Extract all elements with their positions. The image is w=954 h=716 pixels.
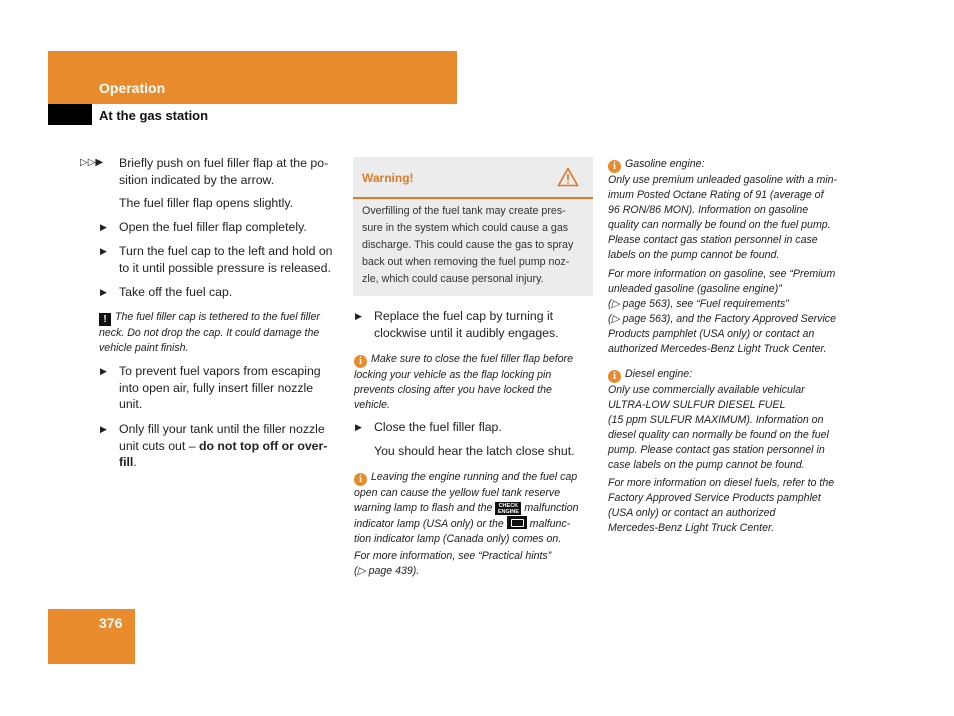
warning-line: Overfilling of the fuel tank may create pres- [362,205,566,217]
step-1-line-2: sition indicated by the arrow. [119,172,275,187]
note-line-2: neck. Do not drop the cap. It could damage the [99,327,320,339]
page-reference-link[interactable]: (▷ page 439). [354,565,420,577]
step-1-line-1: Briefly push on fuel filler flap at the po- [119,156,329,170]
info-note-1 [354,352,594,413]
gas-more-line: authorized Mercedes-Benz Light Truck Center. [608,343,827,355]
step-7 [355,308,559,341]
gasoline-more-info [608,267,853,357]
gas-more-line: For more information on gasoline, see “Premium [608,268,836,280]
result-1: The fuel filler flap opens slightly. [119,196,294,210]
diesel-line: pump. Please contact gas station personnel in [608,444,825,456]
warning-text [362,203,590,288]
diesel-more-line: For more information on diesel fuels, refer to the [608,477,835,489]
gas-line: Only use premium unleaded gasoline with a min- [608,174,838,186]
step-5-line-1: To prevent fuel vapors from escaping [119,364,321,378]
info-note-2 [354,470,594,547]
caution-note [99,310,344,356]
info2-text: indicator lamp (USA only) or the [354,518,504,530]
step-2 [100,219,307,236]
info2-text: warning lamp to flash and the [354,502,493,514]
section-title: Operation [99,80,166,96]
gas-more-line: unleaded gasoline (gasoline engine)” [608,283,782,295]
step-8-text: Close the fuel filler flap. [374,420,502,434]
step-8 [355,419,502,436]
caution-icon: ! [99,313,111,326]
bullet-icon: ▶ [100,222,107,232]
info2-text: malfunction [524,502,579,514]
diesel-more-info [608,476,853,536]
gas-line: quality can normally be found on the fuel pump. [608,219,831,231]
step-6-plain: unit cuts out – [119,438,199,453]
warning-line: sure in the system which could cause a gas [362,222,569,234]
page-number: 376 [99,615,123,631]
step-7-line-1: Replace the fuel cap by turning it [374,309,554,323]
warning-line: back out when removing the fuel pump noz- [362,256,570,268]
diesel-line: Only use commercially available vehicular [608,384,805,396]
diesel-more-line: (USA only) or contact an authorized [608,507,776,519]
info2-text: malfunc- [529,518,571,530]
bullet-icon: ▶ [100,246,107,256]
step-6 [100,421,328,471]
info-icon: i [354,473,367,486]
warning-title: Warning! [362,171,414,185]
info2-line-3 [354,501,594,516]
step-7-line-2: clockwise until it audibly engages. [374,325,559,340]
step-3 [100,243,333,276]
info1-line-1: Make sure to close the fuel filler flap before [371,353,573,365]
header-bar [48,51,457,104]
note-line-3: vehicle paint finish. [99,342,189,354]
info2-line-1: Leaving the engine running and the fuel cap [371,471,578,483]
gas-line: 96 RON/86 MON). Information on gasoline [608,204,809,216]
info-icon: i [608,370,621,383]
bullet-icon: ▶ [100,366,107,376]
bullet-icon: ▶ [355,422,362,432]
diesel-more-line: Factory Approved Service Products pamphlet [608,492,821,504]
warning-line: zle, which could cause personal injury. [362,273,544,285]
gas-line: labels on the pump cannot be found. [608,249,780,261]
gasoline-title: Gasoline engine: [625,158,705,170]
diesel-line: ULTRA-LOW SULFUR DIESEL FUEL [608,399,786,411]
step-6-emphasis-end: fill [119,455,134,469]
step-3-line-2: to it until possible pressure is released. [119,260,331,275]
step-2-text: Open the fuel filler flap completely. [119,220,307,234]
info2-line-2: open can cause the yellow fuel tank reserve [354,487,561,499]
diesel-line: diesel quality can normally be found on the fuel [608,429,829,441]
warning-triangle-icon [557,167,579,187]
info1-line-4: vehicle. [354,399,390,411]
step-6-line-2 [119,438,327,455]
info1-line-2: locking your vehicle as the flap locking pin [354,369,552,381]
gas-line: Please contact gas station personnel in case [608,234,818,246]
result-8: You should hear the latch close shut. [374,444,575,458]
info-icon: i [354,355,367,368]
step-6-period: . [133,455,137,469]
gas-more-line: Products pamphlet (USA only) or contact an [608,328,815,340]
warning-line: discharge. This could cause the gas to spray [362,239,574,251]
step-4 [100,284,233,301]
page-reference-link[interactable]: (▷ page 563), see “Fuel requirements” [608,298,789,310]
step-4-text: Take off the fuel cap. [119,285,233,299]
more-info-line-1: For more information, see “Practical hints” [354,550,552,562]
diesel-line: (15 ppm SULFUR MAXIMUM). Information on [608,414,824,426]
step-5-line-2: into open air, fully insert filler nozzle [119,380,314,395]
info2-line-5: tion indicator lamp (Canada only) comes on. [354,533,562,545]
subsection-marker [48,104,92,125]
note-line-1: The fuel filler cap is tethered to the fuel filler [115,311,320,323]
bullet-icon: ▶ [100,287,107,297]
diesel-line: case labels on the pump cannot be found. [608,459,805,471]
info2-line-4 [354,516,594,532]
check-engine-icon: CHECK ENGINE [495,502,521,515]
info-icon: i [608,160,621,173]
step-6-emphasis: do not top off or over- [198,438,328,453]
step-6-line-3 [119,454,327,471]
bullet-icon: ▶ [355,311,362,321]
step-5 [100,363,321,413]
gas-line: imum Posted Octane Rating of 91 (average of [608,189,824,201]
bullet-icon: ▶ [100,424,107,434]
engine-malfunction-icon [507,516,527,529]
diesel-title: Diesel engine: [625,368,693,380]
step-1 [119,155,328,188]
info1-line-3: prevents closing after you have locked the [354,384,552,396]
step-3-line-1: Turn the fuel cap to the left and hold on [119,244,333,258]
more-info-practical-hints [354,549,594,579]
page-reference-link[interactable]: (▷ page 563), and the Factory Approved Service [608,313,836,325]
step-5-line-3: unit. [119,397,143,411]
warning-divider [353,197,593,199]
gasoline-info [608,157,853,263]
continuation-marker: ▷▷▶ [80,157,104,168]
subsection-title: At the gas station [99,108,209,123]
diesel-info [608,367,853,473]
diesel-more-line: Mercedes-Benz Light Truck Center. [608,522,775,534]
step-6-line-1: Only fill your tank until the filler nozzle [119,422,325,436]
